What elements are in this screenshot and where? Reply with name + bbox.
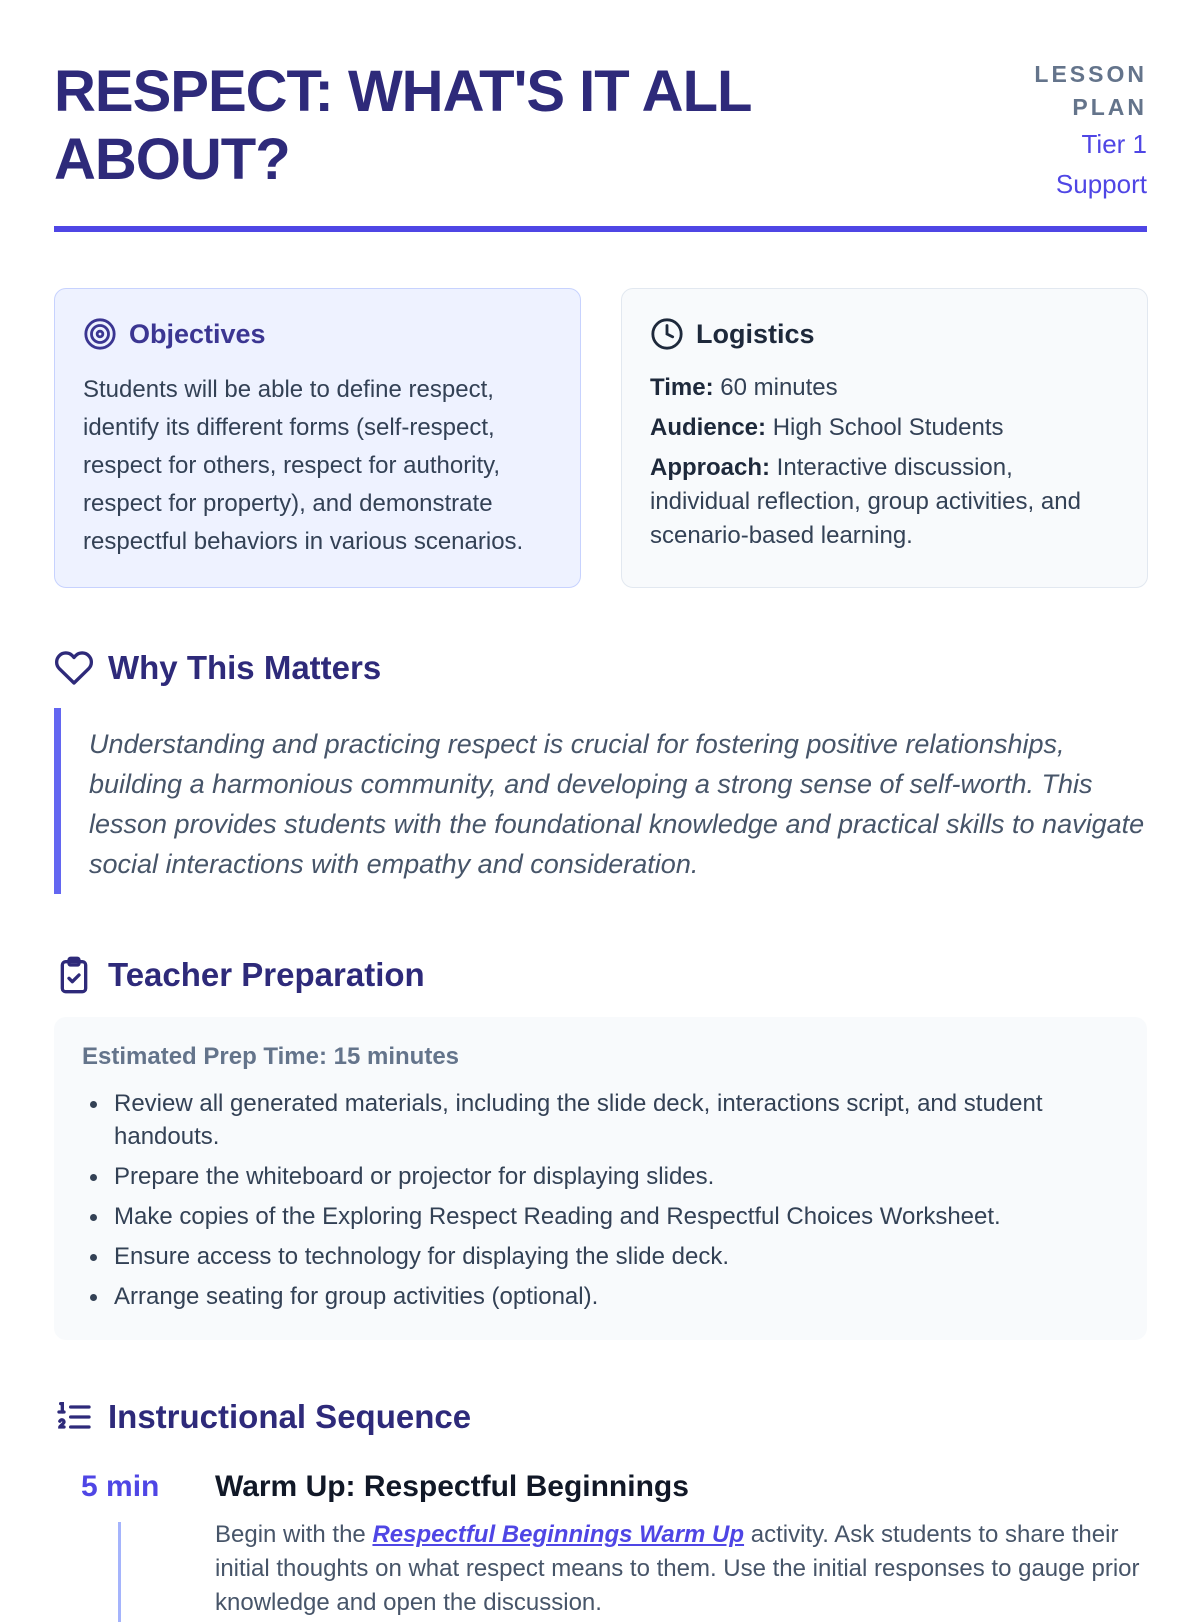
objectives-text: Students will be able to define respect, identify its different forms (self-respect, respect for others, respect for authority, respect for property), and demonstrate respectful behaviors in various scenarios.	[83, 376, 524, 555]
logistics-header	[650, 317, 1119, 351]
step-text-after: activity. Ask students to share their initial thoughts on what respect means to them. Use the initial responses to gauge prior knowledge and open the discussion.	[215, 1521, 1140, 1616]
logistics-approach	[650, 451, 1119, 553]
doc-type-label: LESSON PLAN	[1034, 61, 1147, 120]
list-item: Review all generated materials, including the slide deck, interactions script, and student handouts.	[82, 1087, 1119, 1153]
time-label: Time:	[650, 374, 714, 401]
clipboard-check-icon	[54, 955, 94, 995]
time-value: 60 minutes	[720, 374, 838, 401]
header-divider	[54, 226, 1147, 232]
target-icon	[83, 317, 117, 351]
page-title: RESPECT: WHAT'S IT ALL ABOUT?	[54, 59, 751, 192]
why-header	[54, 648, 381, 688]
list-item: Arrange seating for group activities (optional).	[82, 1280, 1119, 1313]
list-item: Ensure access to technology for displaying the slide deck.	[82, 1240, 1119, 1273]
logistics-audience	[650, 411, 1119, 445]
objectives-header	[83, 317, 552, 351]
logistics-title: Logistics	[696, 318, 815, 349]
prep-card	[54, 1017, 1147, 1340]
clock-icon	[650, 317, 684, 351]
audience-value: High School Students	[772, 414, 1004, 441]
heart-icon	[54, 648, 94, 688]
sequence-title: Instructional Sequence	[108, 1398, 472, 1435]
warm-up-link[interactable]: Respectful Beginnings Warm Up	[372, 1521, 745, 1548]
list-item: Prepare the whiteboard or projector for displaying slides.	[82, 1160, 1119, 1193]
why-quote: Understanding and practicing respect is crucial for fostering positive relationships, building a harmonious community, and developing a strong sense of self-worth. This lesson provides students with the foundational knowledge and practical skills to navigate social interactions with empathy and consideration.	[54, 708, 1147, 894]
prep-time: Estimated Prep Time: 15 minutes	[82, 1043, 460, 1070]
prep-title: Teacher Preparation	[108, 956, 425, 993]
why-title: Why This Matters	[108, 649, 382, 686]
approach-label: Approach:	[650, 454, 770, 481]
step-duration: 5 min	[81, 1470, 160, 1503]
audience-label: Audience:	[650, 414, 767, 441]
approach-value: Interactive discussion, individual reflection, group activities, and scenario-based learning.	[650, 454, 1081, 549]
logistics-card	[621, 288, 1148, 588]
step-body	[215, 1470, 1155, 1620]
objectives-title: Objectives	[129, 318, 266, 349]
tier-label: Tier 1 Support	[1055, 129, 1147, 199]
prep-list	[82, 1087, 1119, 1313]
lesson-header	[54, 58, 1147, 199]
objectives-card	[54, 288, 581, 588]
timeline-line	[118, 1522, 121, 1622]
step-title: Warm Up: Respectful Beginnings	[215, 1470, 689, 1503]
list-item: Make copies of the Exploring Respect Reading and Respectful Choices Worksheet.	[82, 1200, 1119, 1233]
prep-header	[54, 955, 425, 995]
step-text	[215, 1518, 1155, 1620]
step-text-before: Begin with the	[215, 1521, 373, 1548]
lesson-meta	[1017, 58, 1147, 204]
logistics-time	[650, 371, 1119, 405]
numbered-list-icon	[54, 1397, 94, 1437]
sequence-header	[54, 1397, 471, 1437]
